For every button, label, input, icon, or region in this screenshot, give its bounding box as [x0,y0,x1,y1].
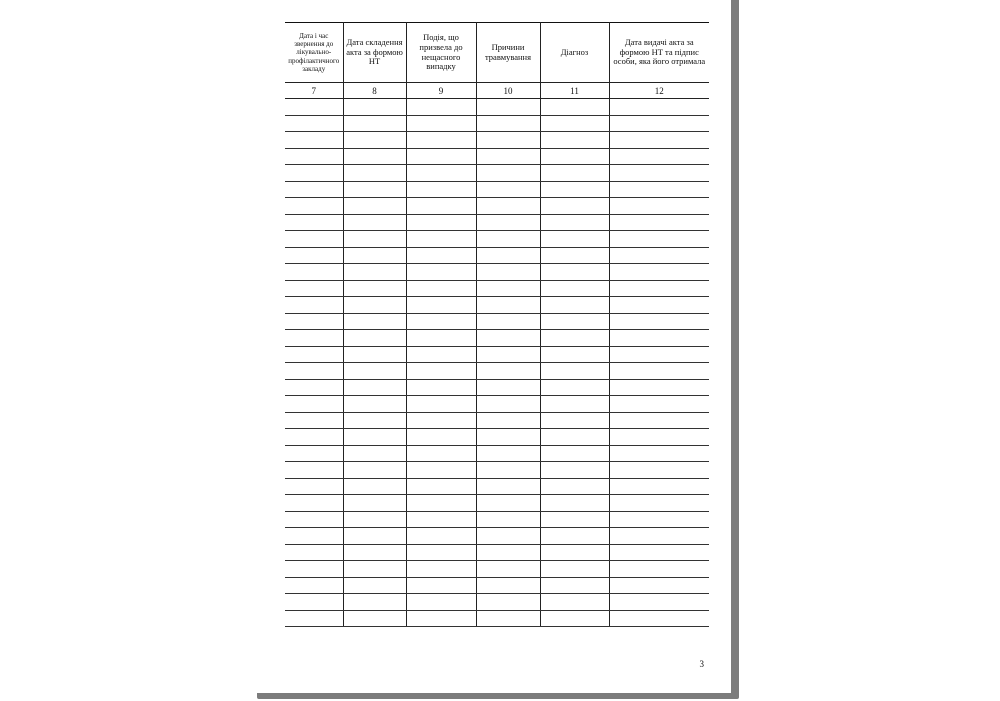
table-cell [285,214,343,231]
table-cell [476,346,540,363]
table-cell [476,181,540,198]
table-cell [609,313,709,330]
table-cell [609,264,709,281]
table-cell [406,544,476,561]
table-row [285,297,709,314]
table-cell [476,462,540,479]
table-cell [609,429,709,446]
table-cell [609,445,709,462]
table-cell [476,412,540,429]
table-cell [343,561,406,578]
table-row [285,165,709,182]
table-row [285,379,709,396]
table-cell [285,495,343,512]
table-row [285,115,709,132]
table-cell [609,181,709,198]
table-cell [476,115,540,132]
table-row [285,280,709,297]
table-cell [406,214,476,231]
table-row [285,313,709,330]
table-cell [406,247,476,264]
table-cell [540,99,609,116]
table-row [285,214,709,231]
header-event: Подія, що призвела до нещасного випадку [406,23,476,83]
table-cell [476,379,540,396]
table-cell [476,148,540,165]
table-cell [609,280,709,297]
table-cell [285,396,343,413]
table-cell [285,478,343,495]
table-cell [609,115,709,132]
table-cell [285,544,343,561]
column-number: 8 [343,83,406,99]
header-act-date: Дата складення акта за формою НТ [343,23,406,83]
table-cell [609,577,709,594]
table-row [285,363,709,380]
table-cell [406,313,476,330]
table-cell [609,511,709,528]
table-cell [406,495,476,512]
table-cell [285,429,343,446]
table-cell [540,231,609,248]
table-cell [343,511,406,528]
table-body [285,99,709,627]
table-cell [609,165,709,182]
table-cell [343,330,406,347]
table-cell [609,561,709,578]
table-cell [540,561,609,578]
column-number: 10 [476,83,540,99]
table-cell [540,544,609,561]
table-cell [540,528,609,545]
table-row [285,495,709,512]
table-row [285,429,709,446]
table-cell [285,280,343,297]
table-cell [343,132,406,149]
table-cell [476,429,540,446]
column-number: 11 [540,83,609,99]
table-cell [540,412,609,429]
table-row [285,577,709,594]
table-cell [343,264,406,281]
table-cell [609,528,709,545]
table-cell [343,412,406,429]
table-cell [609,363,709,380]
column-number-row [285,83,709,99]
table-cell [609,478,709,495]
table-cell [285,247,343,264]
table-cell [285,577,343,594]
table-cell [609,379,709,396]
table-cell [343,231,406,248]
table-cell [406,445,476,462]
table-row [285,610,709,627]
table-cell [540,148,609,165]
table-row [285,330,709,347]
table-cell [609,346,709,363]
table-cell [540,165,609,182]
table-cell [476,594,540,611]
table-cell [540,297,609,314]
table-row [285,544,709,561]
table-cell [285,165,343,182]
table-cell [609,247,709,264]
table-row [285,396,709,413]
table-row [285,478,709,495]
table-cell [540,132,609,149]
table-cell [476,330,540,347]
table-cell [476,511,540,528]
table-cell [343,181,406,198]
table-cell [285,115,343,132]
table-cell [285,132,343,149]
table-cell [476,132,540,149]
table-cell [343,165,406,182]
table-cell [540,462,609,479]
table-cell [406,462,476,479]
table-cell [343,528,406,545]
table-cell [343,99,406,116]
table-cell [476,214,540,231]
table-cell [476,198,540,215]
table-cell [285,264,343,281]
table-cell [285,148,343,165]
table-cell [406,330,476,347]
table-cell [540,181,609,198]
table-cell [476,544,540,561]
table-cell [476,99,540,116]
table-cell [476,313,540,330]
table-cell [406,115,476,132]
table-cell [406,231,476,248]
table-cell [285,313,343,330]
table-cell [285,594,343,611]
table-row [285,231,709,248]
table-row [285,594,709,611]
header-hospital-visit-date: Дата і час звернення до лікувально-профілактичного закладу [285,23,343,83]
table-row [285,346,709,363]
table-cell [406,561,476,578]
table-cell [343,379,406,396]
table-row [285,148,709,165]
table-cell [609,594,709,611]
table-cell [343,115,406,132]
table-cell [540,363,609,380]
table-cell [343,544,406,561]
table-cell [343,594,406,611]
table-cell [343,346,406,363]
table-row [285,181,709,198]
table-cell [609,198,709,215]
table-cell [406,429,476,446]
table-cell [285,561,343,578]
table-row [285,462,709,479]
table-cell [476,247,540,264]
table-row [285,132,709,149]
table-cell [540,429,609,446]
table-cell [406,99,476,116]
table-cell [406,379,476,396]
table-cell [476,165,540,182]
table-cell [540,610,609,627]
table-row [285,247,709,264]
table-cell [406,297,476,314]
table-cell [406,528,476,545]
table-cell [406,594,476,611]
table-cell [406,264,476,281]
table-cell [343,148,406,165]
table-cell [285,330,343,347]
table-cell [406,132,476,149]
table-cell [285,379,343,396]
table-cell [540,346,609,363]
table-cell [285,528,343,545]
table-cell [285,511,343,528]
table-cell [540,313,609,330]
table-cell [609,495,709,512]
table-cell [540,280,609,297]
table-cell [476,528,540,545]
table-cell [609,297,709,314]
table-row [285,264,709,281]
table-cell [476,396,540,413]
table-cell [343,462,406,479]
table-cell [609,231,709,248]
incident-log-table [285,22,709,627]
table-cell [609,610,709,627]
table-cell [540,330,609,347]
table-cell [343,495,406,512]
table-cell [476,297,540,314]
table-cell [476,478,540,495]
header-injury-causes: Причини травмування [476,23,540,83]
table-cell [406,148,476,165]
table-cell [343,280,406,297]
table-cell [476,610,540,627]
column-number: 12 [609,83,709,99]
table-cell [343,577,406,594]
column-number: 9 [406,83,476,99]
table-row [285,511,709,528]
table-cell [540,115,609,132]
table-cell [540,445,609,462]
table-cell [406,577,476,594]
table-cell [609,148,709,165]
table-cell [540,478,609,495]
table-cell [609,214,709,231]
table-cell [540,495,609,512]
table-cell [343,396,406,413]
table-cell [406,346,476,363]
page-number: 3 [699,659,704,669]
table-cell [285,346,343,363]
table-cell [343,429,406,446]
table-cell [285,181,343,198]
table-cell [540,198,609,215]
table-cell [406,511,476,528]
table-cell [343,313,406,330]
table-cell [406,412,476,429]
table-cell [285,462,343,479]
table-cell [540,264,609,281]
table-cell [406,198,476,215]
table-cell [540,214,609,231]
table-cell [609,412,709,429]
table-cell [285,198,343,215]
table-cell [476,577,540,594]
table-cell [343,445,406,462]
table-row [285,445,709,462]
table-cell [406,363,476,380]
table-cell [476,264,540,281]
table-cell [476,363,540,380]
table-cell [343,297,406,314]
table-cell [406,478,476,495]
table-cell [476,445,540,462]
header-diagnosis: Діагноз [540,23,609,83]
table-cell [609,330,709,347]
table-cell [609,396,709,413]
table-cell [476,231,540,248]
table-cell [609,99,709,116]
table-cell [285,231,343,248]
table-cell [285,412,343,429]
column-number: 7 [285,83,343,99]
table-cell [609,132,709,149]
table-cell [540,247,609,264]
table-cell [343,214,406,231]
table-cell [285,610,343,627]
table-cell [476,280,540,297]
table-cell [343,247,406,264]
table-cell [406,610,476,627]
table-row [285,198,709,215]
table-cell [540,511,609,528]
table-cell [343,198,406,215]
table-cell [609,544,709,561]
table-cell [476,495,540,512]
table-cell [285,99,343,116]
table-cell [343,610,406,627]
table-cell [609,462,709,479]
table-cell [540,396,609,413]
table-cell [540,379,609,396]
table-cell [406,396,476,413]
table-cell [406,165,476,182]
table-cell [343,478,406,495]
table-header-row [285,23,709,83]
document-page [257,0,731,693]
table-row [285,412,709,429]
table-cell [406,181,476,198]
header-act-issue-date: Дата видачі акта за формою НТ та підпис особи, яка його отримала [609,23,709,83]
table-row [285,561,709,578]
table-cell [540,577,609,594]
table-row [285,99,709,116]
table-cell [406,280,476,297]
table-cell [343,363,406,380]
table-cell [540,594,609,611]
table-cell [285,297,343,314]
table-cell [285,445,343,462]
table-cell [476,561,540,578]
table-row [285,528,709,545]
table-cell [285,363,343,380]
